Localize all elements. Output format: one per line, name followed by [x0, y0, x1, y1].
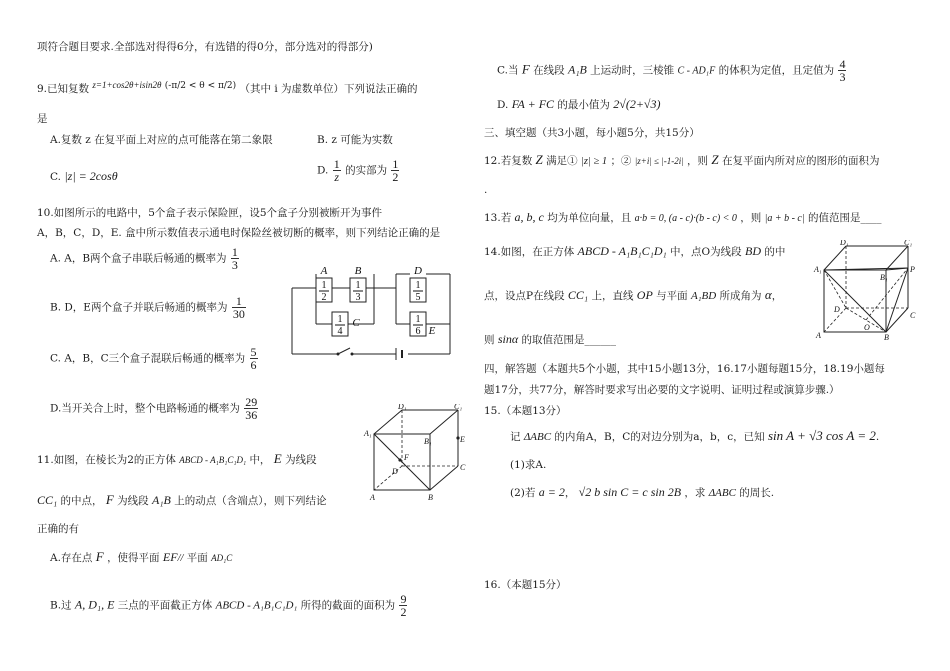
svg-text:C₁: C₁	[454, 404, 463, 411]
circuit-label-c: C	[352, 317, 360, 329]
q9-option-a: A.复数 z 在复平面上对应的点可能落在第二象限	[50, 134, 273, 146]
q10-option-a: A. A，B两个盒子串联后畅通的概率为 $\frac{1}{3}$	[50, 245, 238, 272]
svg-text:C₁: C₁	[904, 240, 913, 247]
q14-stem-line1: 14.如图，在正方体 ABCD - A₁B₁C₁D₁ 中，点O为线段 BD 的中	[484, 244, 786, 258]
q16-title: 16.（本题15分）	[484, 579, 567, 591]
q10-stem-line1: 10.如图所示的电路中，5个盒子表示保险匣，设5个盒子分别被断开为事件	[37, 207, 383, 219]
svg-text:D: D	[392, 467, 398, 476]
q13-stem: 13.若 a, b, c 均为单位向量，且 a·b = 0, (a - c)·(b - c) < 0 ，则 |a + b - c| 的值范围是____	[484, 210, 882, 224]
q12-end-dot: .	[484, 184, 488, 196]
q10-option-c: C. A，B，C三个盒子混联后畅通的概率为 $\frac{5}{6}$	[50, 345, 257, 372]
q11-stem-line1: 11.如图，在棱长为2的正方体 ABCD - A₁B₁C₁D₁ 中， E 为线段	[37, 451, 317, 466]
svg-text:B: B	[428, 493, 433, 502]
q10-option-d: D.当开关合上时，整个电路畅通的概率为 $\frac{29}{36}$	[50, 395, 258, 422]
q14-cube-figure	[812, 240, 922, 340]
svg-text:A: A	[370, 493, 375, 502]
circuit-label-b: B	[354, 266, 362, 277]
svg-text:E: E	[460, 435, 465, 444]
svg-text:A₁: A₁	[364, 429, 372, 438]
fuse-b-num: 1	[355, 280, 361, 291]
svg-text:A₁: A₁	[814, 265, 822, 274]
q15-part-1: (1)求A.	[510, 459, 547, 471]
q15-title: 15.（本题13分）	[484, 405, 567, 417]
q9-tail: 是	[37, 113, 48, 125]
q9-formula: z=1+cos2θ+isin2θ	[92, 80, 162, 90]
q15-part-2: (2)若 a = 2， √2 b sin C = c sin 2B ，求 ΔABC 的周长.	[510, 485, 775, 499]
svg-text:B₁: B₁	[880, 273, 888, 282]
q11-option-b: B.过 A, D₁, E 三点的平面截正方体 ABCD - A₁B₁C₁D₁ 所得的截面的面积为 $\frac{9}{2}$	[50, 592, 407, 619]
q9-option-d: D. $\frac{1}{z}$ 的实部为 $\frac{1}{2}$	[317, 157, 399, 184]
svg-text:A: A	[816, 331, 821, 340]
fuse-a-den: 2	[321, 292, 327, 303]
q11-stem-line2: CC₁ 的中点， F 为线段 A₁B 上的动点（含端点），则下列结论	[37, 492, 327, 507]
fuse-c-den: 4	[337, 326, 343, 337]
q11-cube-figure	[362, 404, 472, 504]
circuit-label-a: A	[320, 266, 328, 277]
svg-text:D: D	[834, 305, 840, 314]
section-3-header: 三、填空题（共3小题，每小题5分，共15分）	[484, 127, 700, 139]
fuse-c-num: 1	[337, 314, 343, 325]
circuit-label-d: D	[414, 266, 422, 277]
svg-text:P: P	[910, 265, 915, 274]
q11-option-a: A.存在点 F ，使得平面 EF// 平面 AD₁C	[50, 549, 233, 564]
section-4-header-line2: 题17分，共77分，解答时要求写出必要的文字说明、证明过程或演算步骤.）	[484, 384, 840, 396]
q15-stem: 记 ΔABC 的内角A，B，C的对边分别为a，b，c，已知 sin A + √3 cos A = 2.	[510, 428, 880, 443]
q9-stem: 9.已知复数 z=1+cos2θ+isin2θ (-π/2 < θ < π/2) （其中 i 为虚数单位）下列说法正确的	[37, 80, 418, 95]
q14-stem-line2: 点，设点P在线段 CC₁ 上，直线 OP 与平面 A₁BD 所成角为 α，	[484, 287, 783, 302]
fuse-d-num: 1	[415, 280, 421, 291]
circuit-label-e: E	[428, 325, 436, 337]
fuse-a-num: 1	[321, 280, 327, 291]
q10-stem-line2: A，B，C，D，E. 盒中所示数值表示通电时保险丝被切断的概率，则下列结论正确的是	[37, 227, 441, 239]
q9-option-b: B. z 可能为实数	[317, 134, 393, 146]
section-intro: 项符合题目要求.全部选对得得6分，有选错的得0分，部分选对的得部分)	[37, 41, 373, 53]
fuse-e-den: 6	[415, 326, 421, 337]
svg-text:D₁: D₁	[840, 240, 849, 247]
q14-stem-line3: 则 sinα 的取值范围是______	[484, 332, 616, 346]
circuit-diagram	[286, 266, 456, 360]
svg-text:C: C	[460, 463, 466, 472]
q10-option-b: B. D，E两个盒子并联后畅通的概率为 $\frac{1}{30}$	[50, 294, 245, 321]
svg-text:D₁: D₁	[398, 404, 407, 411]
svg-text:B₁: B₁	[424, 437, 432, 446]
section-4-header-line1: 四，解答题（本题共5个小题，其中15小题13分，16.17小题每题15分，18.19小题每	[484, 363, 885, 375]
q11-stem-line3: 正确的有	[37, 523, 79, 535]
q11-option-d: D. FA + FC 的最小值为 2√(2+√3)	[497, 97, 661, 111]
svg-text:F: F	[404, 453, 409, 462]
q12-stem: 12.若复数 Z 满足① |z| ≥ 1 ；② |z+i| ≤ |-1-2i| ，则 Z 在复平面内所对应的图形的面积为	[484, 152, 880, 167]
q9-range: (-π/2 < θ < π/2)	[164, 81, 237, 91]
svg-text:O: O	[864, 323, 870, 332]
fuse-e-num: 1	[415, 314, 421, 325]
svg-text:C: C	[910, 311, 916, 320]
q11-option-c: C.当 F 在线段 A₁B 上运动时，三棱锥 C - AD₁F 的体积为定值，且定值为 $\frac{4}{3}$	[497, 57, 846, 84]
svg-text:B: B	[884, 333, 889, 340]
fuse-b-den: 3	[355, 292, 361, 303]
q9-option-c: C. |z| = 2cosθ	[50, 169, 118, 183]
fuse-d-den: 5	[415, 292, 421, 303]
